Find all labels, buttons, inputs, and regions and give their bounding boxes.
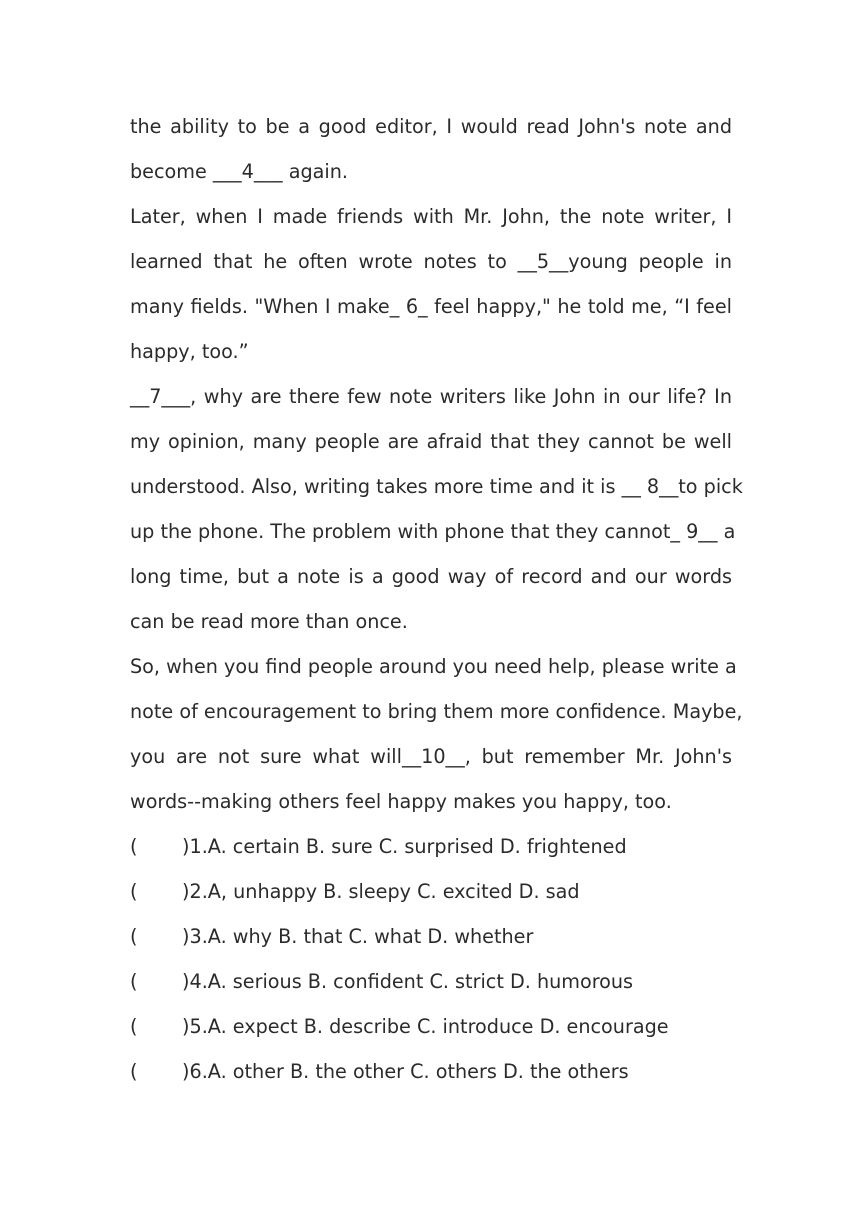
answer-blank[interactable]: ( <box>130 970 138 993</box>
passage-line: you are not sure what will__10__, but remember Mr. John's <box>130 745 732 768</box>
answer-blank[interactable]: ( <box>130 880 138 903</box>
passage-line: __7___, why are there few note writers like John in our life? In <box>130 385 732 408</box>
option-text: )2.A, unhappy B. sleepy C. excited D. sad <box>182 880 580 903</box>
option-text: )3.A. why B. that C. what D. whether <box>182 925 534 948</box>
answer-blank[interactable]: ( <box>130 1015 138 1038</box>
option-text: )4.A. serious B. confident C. strict D. humorous <box>182 970 634 993</box>
passage-line: can be read more than once. <box>130 610 408 633</box>
passage-line: happy, too.” <box>130 340 249 363</box>
passage-line: the ability to be a good editor, I would read John's note and <box>130 115 732 138</box>
answer-blank[interactable]: ( <box>130 835 138 858</box>
passage-line: words--making others feel happy makes you happy, too. <box>130 790 672 813</box>
passage-line: Later, when I made friends with Mr. John, the note writer, I <box>130 205 732 228</box>
question-option-row <box>130 914 732 959</box>
question-option-row <box>130 959 732 1004</box>
question-option-row <box>130 1049 732 1094</box>
question-option-row <box>130 824 732 869</box>
option-text: )1.A. certain B. sure C. surprised D. frightened <box>182 835 627 858</box>
passage-line: note of encouragement to bring them more confidence. Maybe, <box>130 700 743 723</box>
answer-blank[interactable]: ( <box>130 925 138 948</box>
option-text: )5.A. expect B. describe C. introduce D. encourage <box>182 1015 669 1038</box>
passage-line: So, when you find people around you need help, please write a <box>130 655 737 678</box>
answer-blank[interactable]: ( <box>130 1060 138 1083</box>
passage-line: understood. Also, writing takes more time and it is __ 8__to pick <box>130 475 743 498</box>
passage-line: long time, but a note is a good way of record and our words <box>130 565 732 588</box>
question-option-row <box>130 869 732 914</box>
passage <box>130 104 743 824</box>
passage-line: my opinion, many people are afraid that they cannot be well <box>130 430 732 453</box>
answer-options <box>130 824 732 1094</box>
passage-line: become ___4___ again. <box>130 160 349 183</box>
question-option-row <box>130 1004 732 1049</box>
option-text: )6.A. other B. the other C. others D. the others <box>182 1060 629 1083</box>
passage-line: up the phone. The problem with phone that they cannot_ 9__ a <box>130 520 736 543</box>
passage-line: many fields. "When I make_ 6_ feel happy," he told me, “I feel <box>130 295 732 318</box>
document-page <box>130 104 743 1094</box>
passage-line: learned that he often wrote notes to __5__young people in <box>130 250 732 273</box>
